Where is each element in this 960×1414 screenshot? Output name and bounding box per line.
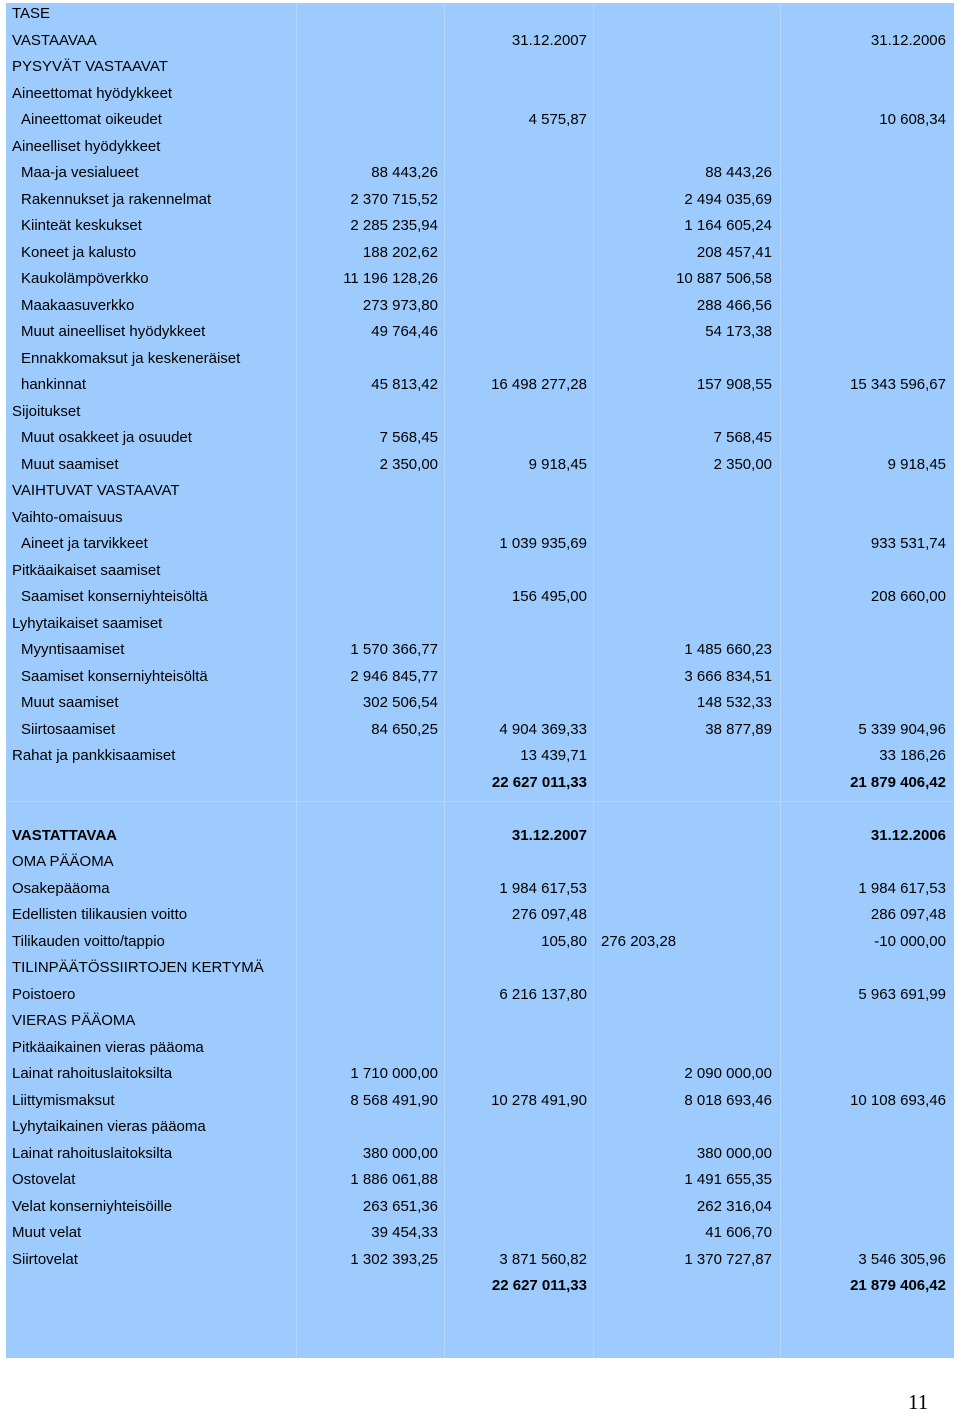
item-2007: 302 506,54: [362, 694, 438, 711]
grid-line: [6, 801, 954, 802]
assets-section-title: VASTAAVAA: [12, 31, 97, 49]
item-2006: 41 606,70: [705, 1224, 772, 1241]
row-label: Poistoero: [12, 985, 76, 1003]
total-2006: 933 531,74: [870, 535, 946, 552]
grand-total-2007: 22 627 011,33: [491, 773, 587, 791]
total-2006: 286 097,48: [870, 906, 946, 923]
item-2007: 1 302 393,25: [350, 1250, 438, 1268]
item-2006: 38 877,89: [705, 720, 772, 738]
total-2007: 1 039 935,69: [499, 535, 587, 552]
table-row: [6, 955, 954, 982]
item-2007: 11 196 128,26: [343, 270, 438, 287]
item-2006: 2 350,00: [713, 455, 772, 473]
row-label: Lainat rahoituslaitoksilta: [12, 1065, 173, 1082]
total-2007: 156 495,00: [511, 588, 587, 605]
table-row: [6, 319, 954, 346]
item-2006: 148 532,33: [696, 694, 772, 711]
total-2007: 276 097,48: [511, 906, 587, 923]
table-row: [6, 134, 954, 161]
item-2006: 3 666 834,51: [684, 667, 772, 685]
row-label: Aineet ja tarvikkeet: [21, 535, 148, 552]
table-row: [6, 372, 954, 399]
table-row: [6, 1, 954, 28]
total-2007: 4 904 369,33: [499, 720, 587, 738]
item-2007: 1 570 366,77: [350, 641, 438, 658]
row-label: Sijoitukset: [12, 402, 81, 420]
row-label: Velat konserniyhteisöille: [12, 1197, 173, 1215]
row-label: OMA PÄÄOMA: [12, 853, 114, 870]
balance-sheet-panel: [6, 3, 954, 1358]
table-row: [6, 81, 954, 108]
item-2006: 380 000,00: [696, 1144, 772, 1162]
total-2006: 5 963 691,99: [858, 985, 946, 1003]
date-current: 31.12.2007: [511, 826, 587, 844]
row-label: Muut aineelliset hyödykkeet: [21, 323, 206, 340]
row-label: Aineelliset hyödykkeet: [12, 137, 161, 155]
table-row: [6, 266, 954, 293]
item-2006: 88 443,26: [705, 164, 772, 181]
total-2006: -10 000,00: [874, 932, 946, 950]
item-2007: 88 443,26: [371, 164, 438, 181]
table-row: [6, 717, 954, 744]
row-label: Aineettomat hyödykkeet: [12, 84, 173, 102]
row-label: hankinnat: [21, 376, 87, 393]
row-label: Vaihto-omaisuus: [12, 508, 123, 526]
item-2007: 7 568,45: [379, 429, 438, 446]
table-row: [6, 1035, 954, 1062]
table-row: [6, 1008, 954, 1035]
table-row: [6, 213, 954, 240]
item-2007: 2 370 715,52: [350, 190, 438, 208]
row-label: Maakaasuverkko: [21, 296, 135, 314]
table-row: [6, 478, 954, 505]
row-label: Muut velat: [12, 1224, 82, 1241]
item-2006: 2 494 035,69: [684, 190, 772, 208]
row-label: Muut saamiset: [21, 455, 119, 473]
row-label: Koneet ja kalusto: [21, 243, 137, 261]
item-2007: 84 650,25: [371, 720, 438, 738]
item-2007: 2 285 235,94: [350, 217, 438, 234]
item-2006: 1 491 655,35: [684, 1171, 772, 1188]
row-label: Muut saamiset: [21, 694, 119, 711]
table-row: [6, 584, 954, 611]
total-2007: 13 439,71: [520, 747, 587, 764]
table-row: [6, 240, 954, 267]
total-2006: 3 546 305,96: [858, 1250, 946, 1268]
table-row: [6, 770, 954, 797]
row-label: Muut osakkeet ja osuudet: [21, 429, 192, 446]
date-previous: 31.12.2006: [870, 826, 946, 844]
grand-total-2006: 21 879 406,42: [850, 773, 946, 791]
row-label: Lyhytaikaiset saamiset: [12, 614, 163, 632]
row-label: Siirtovelat: [12, 1250, 78, 1268]
table-row: [6, 929, 954, 956]
total-2007: 9 918,45: [528, 455, 587, 473]
total-2006: 208 660,00: [870, 588, 946, 605]
item-2006: 2 090 000,00: [684, 1065, 772, 1082]
total-2006: 15 343 596,67: [850, 376, 946, 393]
table-row: [6, 505, 954, 532]
total-2007: 16 498 277,28: [491, 376, 587, 393]
table-row: [6, 1114, 954, 1141]
grand-total-2006: 21 879 406,42: [850, 1277, 946, 1294]
total-2006: 10 608,34: [879, 111, 946, 128]
table-row: [6, 399, 954, 426]
table-row: [6, 531, 954, 558]
total-2007: 6 216 137,80: [499, 985, 587, 1003]
table-row: [6, 1167, 954, 1194]
row-label: Lainat rahoituslaitoksilta: [12, 1144, 173, 1162]
row-label: Rakennukset ja rakennelmat: [21, 190, 212, 208]
grand-total-2007: 22 627 011,33: [491, 1277, 587, 1294]
table-row: [6, 558, 954, 585]
subtotal-2007: 276 203,28: [601, 932, 677, 950]
table-row: [6, 425, 954, 452]
table-row: [6, 1247, 954, 1274]
item-2007: 263 651,36: [362, 1197, 438, 1215]
row-label: Edellisten tilikausien voitto: [12, 906, 188, 923]
table-row: [6, 293, 954, 320]
item-2006: 208 457,41: [696, 243, 772, 261]
row-label: VIERAS PÄÄOMA: [12, 1012, 136, 1029]
table-row: [6, 1220, 954, 1247]
row-label: Osakepääoma: [12, 879, 110, 897]
table-row: [6, 876, 954, 903]
item-2006: 10 887 506,58: [676, 270, 772, 287]
page-number: 11: [908, 1390, 929, 1414]
item-2006: 157 908,55: [696, 376, 772, 393]
item-2006: 1 164 605,24: [684, 217, 772, 234]
row-label: Liittymismaksut: [12, 1091, 115, 1109]
table-row: [6, 1141, 954, 1168]
item-2007: 49 764,46: [371, 323, 438, 340]
total-2006: 10 108 693,46: [850, 1091, 946, 1109]
item-2006: 1 370 727,87: [684, 1250, 772, 1268]
total-2007: 10 278 491,90: [491, 1091, 587, 1109]
item-2007: 2 946 845,77: [350, 667, 438, 685]
item-2007: 8 568 491,90: [350, 1091, 438, 1109]
item-2007: 45 813,42: [371, 376, 438, 393]
item-2006: 7 568,45: [713, 429, 772, 446]
row-label: Myyntisaamiset: [21, 641, 125, 658]
item-2007: 2 350,00: [379, 455, 438, 473]
item-2007: 188 202,62: [362, 243, 438, 261]
row-label: Kiinteät keskukset: [21, 217, 142, 234]
table-row: [6, 823, 954, 850]
table-row: [6, 1273, 954, 1300]
row-label: Maa-ja vesialueet: [21, 164, 139, 181]
table-row: [6, 107, 954, 134]
total-2006: 5 339 904,96: [858, 720, 946, 738]
row-label: PYSYVÄT VASTAAVAT: [12, 58, 168, 75]
table-row: [6, 743, 954, 770]
total-2006: 33 186,26: [879, 747, 946, 764]
table-row: [6, 54, 954, 81]
row-label: Kaukolämpöverkko: [21, 270, 149, 287]
table-row: [6, 452, 954, 479]
item-2007: 39 454,33: [371, 1224, 438, 1241]
total-2006: 1 984 617,53: [858, 879, 946, 897]
table-row: [6, 690, 954, 717]
row-label: Rahat ja pankkisaamiset: [12, 747, 176, 764]
item-2007: 380 000,00: [362, 1144, 438, 1162]
table-row: [6, 637, 954, 664]
total-2007: 3 871 560,82: [499, 1250, 587, 1268]
table-row: [6, 849, 954, 876]
row-label: TILINPÄÄTÖSSIIRTOJEN KERTYMÄ: [12, 959, 264, 976]
row-label: Saamiset konserniyhteisöltä: [21, 667, 208, 685]
table-row: [6, 187, 954, 214]
table-row: [6, 1088, 954, 1115]
table-row: [6, 1194, 954, 1221]
table-row: [6, 346, 954, 373]
table-row: [6, 160, 954, 187]
table-row: [6, 28, 954, 55]
item-2006: 262 316,04: [696, 1197, 772, 1215]
row-label: Ostovelat: [12, 1171, 76, 1188]
item-2006: 1 485 660,23: [684, 641, 772, 658]
table-row: [6, 1061, 954, 1088]
item-2006: 54 173,38: [705, 323, 772, 340]
item-2007: 1 710 000,00: [350, 1065, 438, 1082]
item-2006: 288 466,56: [696, 296, 772, 314]
liabilities-section-title: VASTATTAVAA: [12, 826, 117, 844]
row-label: Aineettomat oikeudet: [21, 111, 162, 128]
sheet-heading: TASE: [12, 5, 51, 22]
row-label: Pitkäaikainen vieras pääoma: [12, 1038, 204, 1056]
total-2007: 1 984 617,53: [499, 879, 587, 897]
row-label: Pitkäaikaiset saamiset: [12, 561, 161, 579]
table-row: [6, 611, 954, 638]
item-2007: 1 886 061,88: [350, 1171, 438, 1188]
total-2007: 4 575,87: [528, 111, 587, 128]
row-label: Lyhytaikainen vieras pääoma: [12, 1118, 206, 1135]
row-label: VAIHTUVAT VASTAAVAT: [12, 482, 180, 499]
row-label: Siirtosaamiset: [21, 720, 116, 738]
total-2006: 9 918,45: [887, 455, 946, 473]
date-previous: 31.12.2006: [870, 31, 946, 49]
date-current: 31.12.2007: [511, 31, 587, 49]
item-2007: 273 973,80: [362, 296, 438, 314]
item-2006: 8 018 693,46: [684, 1091, 772, 1109]
table-row: [6, 982, 954, 1009]
total-2007: 105,80: [541, 932, 587, 950]
table-row: [6, 664, 954, 691]
row-label: Saamiset konserniyhteisöltä: [21, 588, 208, 605]
row-label: Ennakkomaksut ja keskeneräiset: [21, 349, 241, 367]
row-label: Tilikauden voitto/tappio: [12, 932, 165, 950]
table-row: [6, 902, 954, 929]
